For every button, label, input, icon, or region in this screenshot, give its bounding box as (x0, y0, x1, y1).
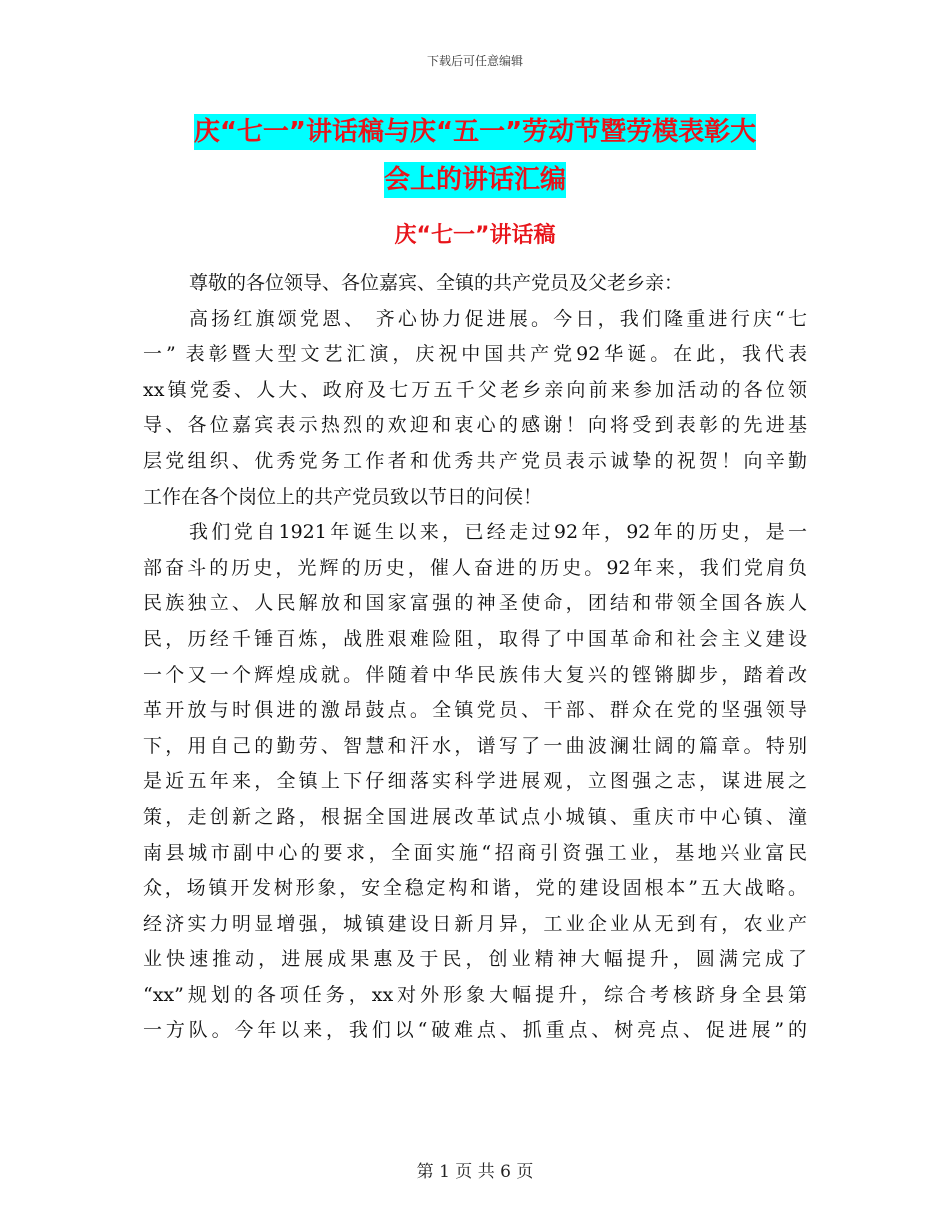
document-title-line-2: 会上的讲话汇编 (384, 162, 566, 198)
body-line: 一” 表彰暨大型文艺汇演，庆祝中国共产党92华诞。在此，我代表 (143, 343, 807, 366)
body-line: 一方队。今年以来，我们以“破难点、抓重点、树亮点、促进展”的 (143, 1019, 807, 1042)
body-line: 是近五年来，全镇上下仔细落实科学进展观，立图强之志，谋进展之 (143, 770, 807, 793)
body-line: “xx”规划的各项任务，xx对外形象大幅提升，综合考核跻身全县第 (143, 983, 807, 1006)
body-line: 经济实力明显增强，城镇建设日新月异，工业企业从无到有，农业产 (143, 912, 807, 935)
body-line: 南县城市副中心的要求，全面实施“招商引资强工业，基地兴业富民 (143, 841, 807, 864)
body-line: 层党组织、优秀党务工作者和优秀共产党员表示诚挚的祝贺！向辛勤 (143, 449, 807, 472)
body-line: xx镇党委、人大、政府及七万五千父老乡亲向前来参加活动的各位领 (143, 378, 807, 401)
document-title (0, 108, 950, 204)
body-text (143, 266, 807, 1049)
body-line: 工作在各个岗位上的共产党员致以节日的问侯！ (143, 485, 543, 508)
body-line: 策，走创新之路，根据全国进展改革试点小城镇、重庆市中心镇、潼 (143, 805, 807, 828)
body-line: 下，用自己的勤劳、智慧和汗水，谱写了一曲波澜壮阔的篇章。特别 (143, 734, 807, 757)
body-line: 高扬红旗颂党恩、 齐心协力促进展。今日，我们隆重进行庆“七 (189, 307, 807, 330)
body-line: 一个又一个辉煌成就。伴随着中华民族伟大复兴的铿锵脚步，踏着改 (143, 663, 807, 686)
body-line: 民，历经千锤百炼，战胜艰难险阻，取得了中国革命和社会主义建设 (143, 627, 807, 650)
body-line: 众，场镇开发树形象，安全稳定构和谐，党的建设固根本”五大战略。 (143, 877, 807, 900)
salutation-line: 尊敬的各位领导、各位嘉宾、全镇的共产党员及父老乡亲： (189, 272, 684, 294)
body-line: 我们党自1921年诞生以来，已经走过92年，92年的历史，是一 (189, 521, 807, 544)
page-number: 第 1 页 共 6 页 (416, 1162, 534, 1182)
body-line: 业快速推动，进展成果惠及于民，创业精神大幅提升，圆满完成了 (143, 948, 807, 971)
body-line: 民族独立、人民解放和国家富强的神圣使命，团结和带领全国各族人 (143, 592, 807, 615)
section-title: 庆“七一”讲话稿 (394, 223, 556, 248)
body-line: 革开放与时俱进的激昂鼓点。全镇党员、干部、群众在党的坚强领导 (143, 699, 807, 722)
body-line: 部奋斗的历史，光辉的历史，催人奋进的历史。92年来，我们党肩负 (143, 556, 807, 579)
page-header-note: 下载后可任意编辑 (426, 54, 523, 68)
document-title-line-1: 庆“七一”讲话稿与庆“五一”劳动节暨劳模表彰大 (194, 114, 756, 150)
body-line: 导、各位嘉宾表示热烈的欢迎和衷心的感谢！向将受到表彰的先进基 (143, 414, 807, 437)
